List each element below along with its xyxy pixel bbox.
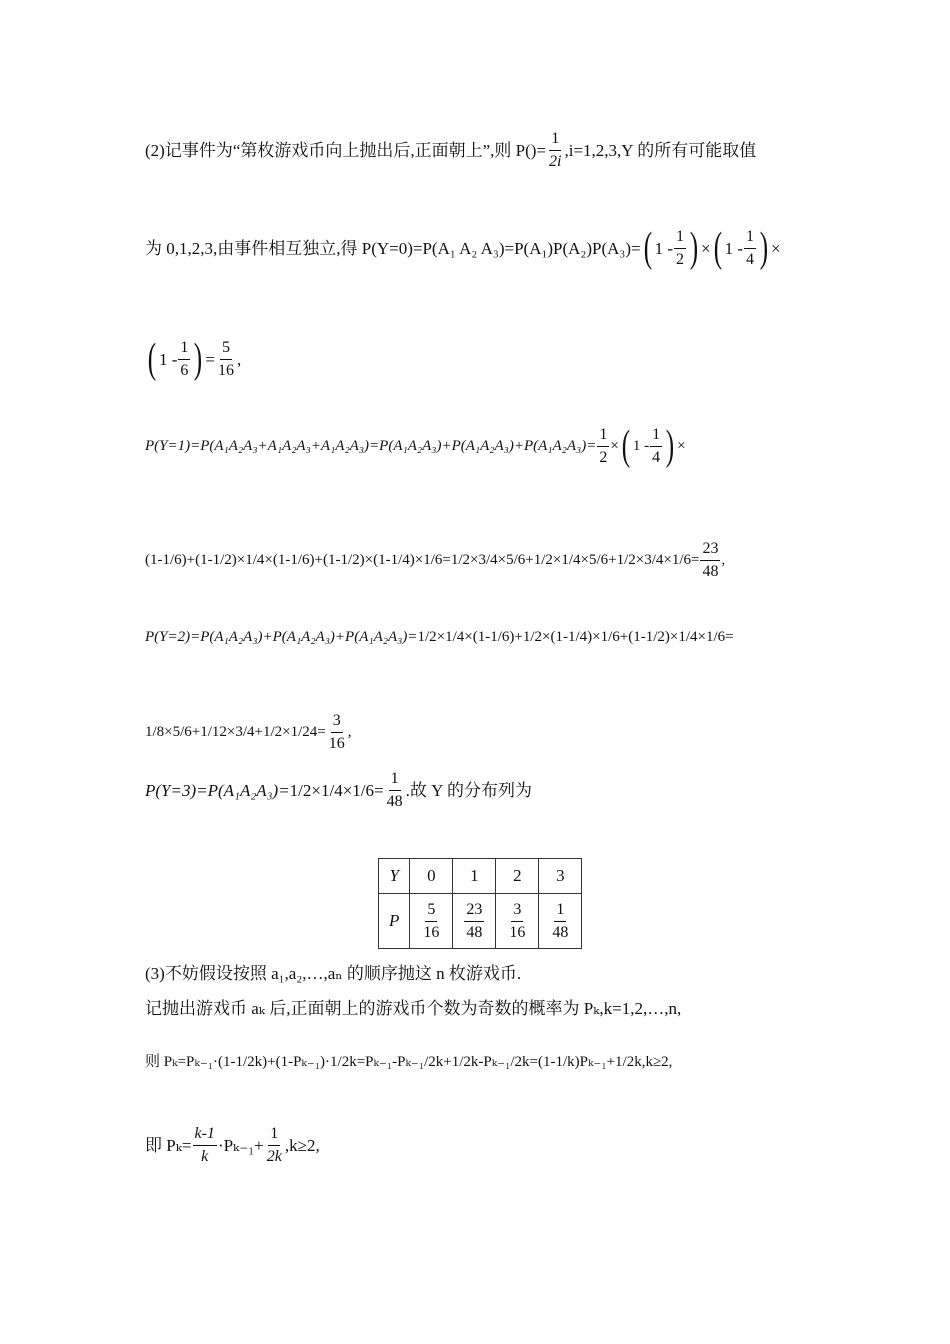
times-sign: × bbox=[771, 238, 781, 258]
text: (3)不妨假设按照 a₁,a₂,…,aₙ 的顺序抛这 n 枚游戏币. bbox=[145, 964, 522, 983]
denominator: 4 bbox=[652, 448, 661, 466]
denominator: 16 bbox=[218, 361, 235, 379]
text: , bbox=[347, 723, 352, 740]
text: ( 1 - bbox=[159, 349, 178, 369]
fraction bbox=[547, 130, 563, 170]
table-cell: 1 bbox=[453, 859, 496, 894]
numerator: 3 bbox=[511, 901, 523, 922]
table-header-p: P bbox=[379, 894, 410, 949]
fraction bbox=[550, 901, 570, 941]
numerator: 5 bbox=[425, 901, 437, 922]
paren-group bbox=[145, 338, 205, 380]
text: (2)记事件为“第枚游戏币向上抛出后,正面朝上”,则 P()= bbox=[145, 140, 547, 160]
denominator: 48 bbox=[702, 562, 719, 580]
text: (1-1/2k)+(1-Pₖ₋₁)·1/2k=Pₖ₋₁-Pₖ₋₁/2k+1/2k-Pₖ₋₁/2k=(1-1/k)Pₖ₋₁+1/2k,k≥2, bbox=[217, 1054, 673, 1070]
distribution-table bbox=[378, 858, 582, 949]
text: P(Y=2)=P(A₁A₂A₃)+P(A₁A₂A₃)+P(A₁A₂A₃)= bbox=[145, 629, 418, 645]
solution-part3-line2 bbox=[145, 1000, 681, 1017]
fraction bbox=[650, 426, 662, 466]
fraction bbox=[385, 770, 405, 810]
denominator: 4 bbox=[746, 250, 755, 268]
fraction bbox=[744, 228, 756, 268]
fraction bbox=[421, 901, 441, 941]
numerator: 1 bbox=[674, 228, 686, 249]
denominator: 2i bbox=[549, 152, 562, 170]
denominator: 48 bbox=[466, 923, 483, 941]
numerator: 1 bbox=[650, 426, 662, 447]
numerator: 1 bbox=[389, 770, 401, 791]
times-sign: × bbox=[677, 437, 686, 454]
fraction bbox=[193, 1125, 217, 1165]
table-cell: 2 bbox=[496, 859, 539, 894]
table-cell bbox=[539, 894, 582, 949]
fraction bbox=[700, 540, 720, 580]
solution-p-y2-line bbox=[145, 630, 734, 645]
solution-part3-line3 bbox=[145, 1055, 672, 1070]
text: 记抛出游戏币 aₖ 后,正面朝上的游戏币个数为奇数的概率为 Pₖ,k=1,2,…,n, bbox=[145, 999, 682, 1018]
table-row bbox=[379, 859, 582, 894]
table-cell: 3 bbox=[539, 859, 582, 894]
text: ,i=1,2,3,Y 的所有可能取值 bbox=[564, 140, 757, 160]
text: 1/2×1/4×(1-1/6)+1/2×(1-1/4)×1/6+(1-1/2)×1/4×1/6= bbox=[417, 629, 734, 645]
numerator: 23 bbox=[464, 901, 484, 922]
fraction bbox=[265, 1125, 284, 1165]
numerator: 1 bbox=[268, 1125, 280, 1146]
denominator: 48 bbox=[552, 923, 569, 941]
numerator: 3 bbox=[331, 712, 343, 733]
text: P(Y=3)=P(A₁A₂A₃)= bbox=[145, 780, 290, 800]
denominator: 16 bbox=[328, 734, 345, 752]
text: ,k≥2, bbox=[284, 1135, 320, 1155]
denominator: 2 bbox=[676, 250, 685, 268]
numerator: k-1 bbox=[193, 1125, 217, 1146]
table-row bbox=[379, 894, 582, 949]
table-header-y: Y bbox=[379, 859, 410, 894]
text: 即 Pₖ= bbox=[145, 1135, 192, 1155]
solution-p-y1-cont bbox=[145, 540, 725, 580]
fraction bbox=[674, 228, 686, 268]
solution-p-y1-line bbox=[145, 425, 686, 467]
solution-part3-line4 bbox=[145, 1125, 320, 1165]
solution-part3-line1 bbox=[145, 965, 521, 982]
numerator: 23 bbox=[700, 540, 720, 561]
text: 为 0,1,2,3,由事件相互独立,得 P(Y=0)=P(A₁ A₂ A₃)=P(A₁)P(A₂)P(A₃)= bbox=[145, 238, 641, 258]
text: ·Pₖ₋₁+ bbox=[217, 1135, 264, 1155]
numerator: 1 bbox=[549, 130, 561, 151]
text: ( 1 - bbox=[632, 437, 650, 454]
text: 则 Pₖ=Pₖ₋₁· bbox=[145, 1054, 218, 1070]
text: 1/8×5/6+1/12×3/4+1/2×1/24= bbox=[145, 723, 326, 740]
text: .故 Y 的分布列为 bbox=[405, 780, 533, 800]
solution-part2-line3 bbox=[145, 338, 241, 380]
text: , bbox=[721, 551, 726, 568]
fraction bbox=[178, 339, 190, 379]
fraction bbox=[216, 339, 236, 379]
equals-sign: = bbox=[205, 349, 216, 369]
solution-part2-line1 bbox=[145, 130, 756, 170]
table-cell: 0 bbox=[410, 859, 453, 894]
denominator: 16 bbox=[423, 923, 440, 941]
denominator: 48 bbox=[386, 792, 403, 810]
text: 1/2×1/4×1/6= bbox=[289, 780, 384, 800]
text: , bbox=[237, 349, 242, 369]
solution-p-y3-line bbox=[145, 770, 532, 810]
paren-group bbox=[641, 227, 701, 269]
solution-part2-line2 bbox=[145, 227, 781, 269]
fraction bbox=[597, 426, 609, 466]
denominator: k bbox=[201, 1147, 209, 1165]
times-sign: × bbox=[610, 437, 619, 454]
numerator: 1 bbox=[178, 339, 190, 360]
text: ( 1 - bbox=[654, 238, 674, 258]
fraction bbox=[327, 712, 347, 752]
denominator: 16 bbox=[509, 923, 526, 941]
solution-p-y2-cont bbox=[145, 712, 352, 752]
numerator: 1 bbox=[597, 426, 609, 447]
numerator: 1 bbox=[744, 228, 756, 249]
paren-group bbox=[711, 227, 771, 269]
text: P(Y=1)=P(A₁A₂A₃+A₁A₂A₃+A₁A₂A₃)=P(A₁A₂A₃)+P(A₁A₂A₃)+P(A₁A₂A₃)= bbox=[145, 437, 597, 454]
paren-group bbox=[619, 425, 677, 467]
table-cell bbox=[410, 894, 453, 949]
numerator: 5 bbox=[220, 339, 232, 360]
text: ( 1 - bbox=[724, 238, 744, 258]
times-sign: × bbox=[701, 238, 711, 258]
numerator: 1 bbox=[554, 901, 566, 922]
text: (1-1/6)+(1-1/2)×1/4×(1-1/6)+(1-1/2)×(1-1/4)×1/6=1/2×3/4×5/6+1/2×1/4×5/6+1/2×3/4×1/6= bbox=[145, 551, 700, 568]
fraction bbox=[464, 901, 484, 941]
denominator: 2 bbox=[599, 448, 608, 466]
fraction bbox=[507, 901, 527, 941]
table-cell bbox=[453, 894, 496, 949]
denominator: 6 bbox=[180, 361, 189, 379]
denominator: 2k bbox=[266, 1147, 282, 1165]
table-cell bbox=[496, 894, 539, 949]
